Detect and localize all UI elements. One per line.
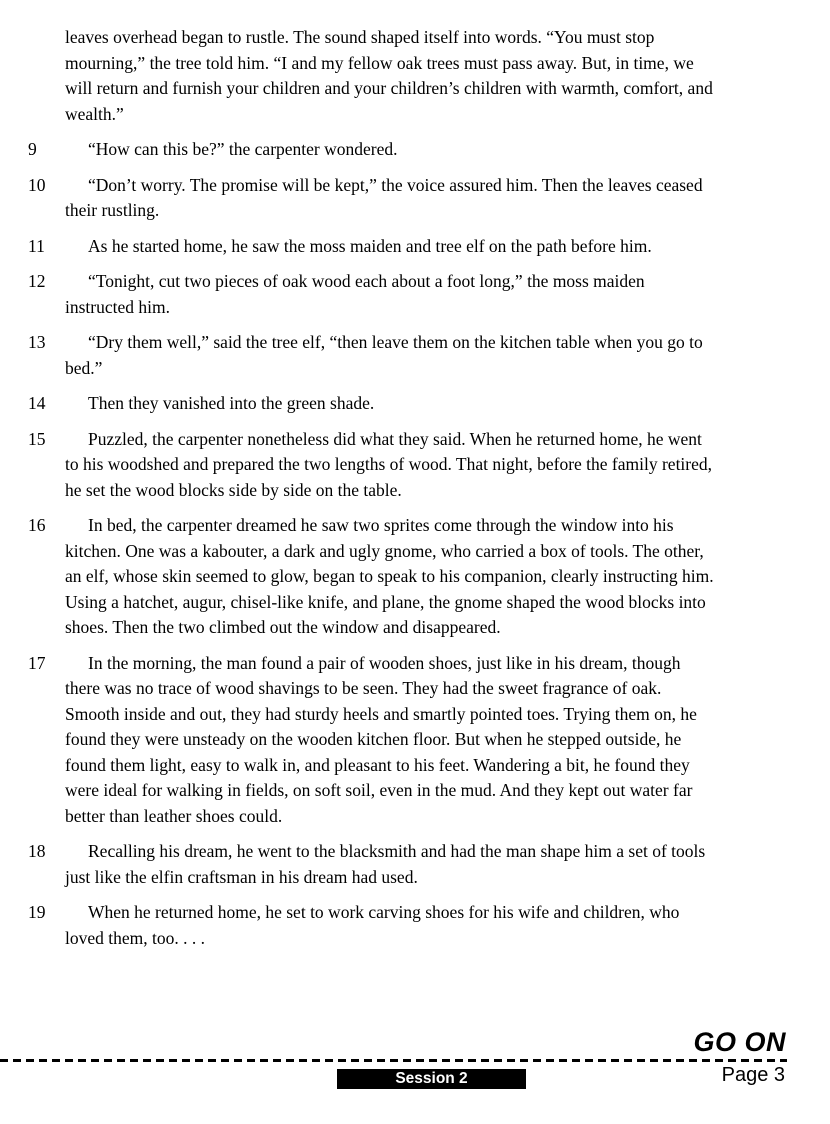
paragraph-number: 10 [28,174,46,195]
passage-paragraph [28,900,718,951]
page-number: Page 3 [721,1064,785,1086]
paragraph-number: 12 [28,271,46,291]
passage-paragraph [28,137,718,163]
passage-paragraph [28,391,718,417]
passage-paragraph [28,234,718,260]
session-badge: Session 2 [337,1069,526,1089]
paragraph-text: As he started home, he saw the moss maiden and tree elf on the path before him. [88,235,652,256]
paragraph-text: When he returned home, he set to work carving shoes for his wife and children, who loved them, too. . . . [65,902,680,948]
passage-paragraph [28,427,718,504]
passage-continuation-text: leaves overhead began to rustle. The sound shaped itself into words. “You must stop mourning,” the tree told him. “I and my fellow oak trees must pass away. But, in time, we will return and furnish your children and your children’s children with warmth, comfort, and wealth.” [65,27,713,124]
paragraph-text: Recalling his dream, he went to the blacksmith and had the man shape him a set of tools just like the elfin craftsman in his dream had used. [65,841,706,887]
passage-paragraph [28,269,718,320]
paragraph-text: Then they vanished into the green shade. [88,393,375,413]
paragraph-number: 16 [28,515,46,535]
paragraph-text: In the morning, the man found a pair of wooden shoes, just like in his dream, though there was no trace of wood shavings to be seen. They had the sweet fragrance of oak. Smooth inside and out, they had sturdy heels and smartly pointed toes. Trying them on, he found they were unsteady on the wooden kitchen floor. But when he stepped outside, he found them light, easy to walk in, and pleasant to his feet. Wandering a bit, he found they were ideal for walking in fields, on soft soil, even in the mud. And they kept out water far better than leather shoes could. [65,652,697,826]
paragraph-number: 19 [28,902,46,922]
paragraph-text: “Dry them well,” said the tree elf, “then leave them on the kitchen table when you go to bed.” [65,332,703,378]
paragraph-number: 9 [28,139,37,159]
passage-paragraph [28,513,718,641]
passage-paragraph [28,330,718,381]
paragraph-text: Puzzled, the carpenter nonetheless did what they said. When he returned home, he went to his woodshed and prepared the two lengths of wood. That night, before the family retired, he set the wood blocks side by side on the table. [65,428,713,500]
go-on-label: GO ON [693,1027,786,1057]
passage-paragraph [28,173,718,224]
paragraph-number: 18 [28,841,46,861]
passage-paragraph [28,651,718,830]
paragraph-number: 14 [28,393,46,413]
paragraph-number: 17 [28,652,46,673]
paragraph-text: “How can this be?” the carpenter wondered. [88,139,398,159]
paragraph-text: “Tonight, cut two pieces of oak wood each about a foot long,” the moss maiden instructed him. [65,271,645,317]
paragraph-text: “Don’t worry. The promise will be kept,” the voice assured him. Then the leaves ceased their rustling. [65,174,703,220]
paragraph-number: 11 [28,235,45,256]
paragraph-number: 15 [28,428,46,449]
passage-paragraph [28,839,718,890]
passage-content [28,25,718,961]
paragraph-number: 13 [28,332,46,352]
paragraph-text: In bed, the carpenter dreamed he saw two sprites come through the window into his kitchen. One was a kabouter, a dark and ugly gnome, who carried a box of tools. The other, an elf, whose skin seemed to glow, began to speak to his companion, clearly instructing him. Using a hatchet, augur, chisel-like knife, and plane, the gnome shaped the wood blocks into shoes. Then the two climbed out the window and disappeared. [65,515,714,637]
dashed-divider [0,1059,787,1062]
